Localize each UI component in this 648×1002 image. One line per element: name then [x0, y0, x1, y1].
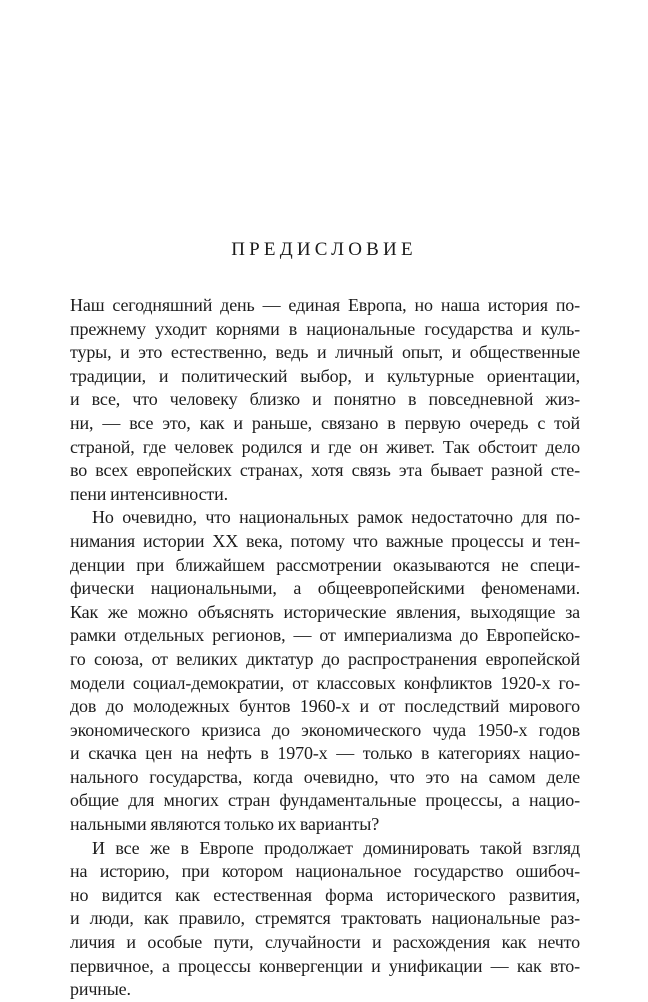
text-line: нимания истории XX века, потому что важные процессы и тен-: [70, 530, 580, 551]
text-line: модели социал-демократии, от классовых конфликтов 1920-х го-: [70, 672, 580, 693]
text-line: туры, и это естественно, ведь и личный опыт, и общественные: [70, 342, 580, 363]
text-line: рамки отдельных регионов, — от империализма до Европейско-: [70, 625, 580, 646]
text-line: на историю, при котором национальное государство ошибоч-: [70, 861, 580, 882]
text-line: фически национальными, а общеевропейскими феноменами.: [70, 578, 580, 599]
text-line: денции при ближайшем рассмотрении оказываются не специ-: [70, 554, 580, 575]
text-line: личия и особые пути, случайности и расхождения как нечто: [70, 932, 580, 953]
text-line: нального государства, когда очевидно, что это на самом деле: [70, 766, 580, 787]
text-line: и скачка цен на нефть в 1970-х — только в категориях нацио-: [70, 743, 580, 764]
text-line: нальными являются только их варианты?: [70, 814, 380, 835]
text-line: во всех европейских странах, хотя связь эта бывает разной сте-: [70, 460, 580, 481]
text-line: первичное, а процессы конвергенции и унификации — как вто-: [70, 955, 580, 976]
text-line: дов до молодежных бунтов 1960-х и от последствий мирового: [70, 696, 580, 717]
text-line: го союза, от великих диктатур до распространения европейской: [70, 648, 580, 669]
text-line: и люди, как правило, стремятся трактовать национальные раз-: [70, 908, 580, 929]
text-line: но видится как естественная форма исторического развития,: [70, 884, 580, 905]
text-line: Наш сегодняшний день — единая Европа, но наша история по-: [70, 295, 580, 315]
text-line: Как же можно объяснять исторические явления, выходящие за: [70, 601, 580, 622]
text-line: ни, — все это, как и раньше, связано в первую очередь с той: [70, 412, 580, 433]
text-line: общие для многих стран фундаментальные процессы, а нацио-: [70, 790, 580, 811]
text-line: ричные.: [70, 979, 131, 1000]
text-line: Но очевидно, что национальных рамок недостаточно для по-: [92, 507, 580, 528]
text-line: экономического кризиса до экономического чуда 1950-х годов: [70, 719, 580, 740]
body-text: [70, 294, 580, 1002]
text-line: страной, где человек родился и где он живет. Так обстоит дело: [70, 436, 580, 457]
text-line: и все, что человеку близко и понятно в повседневной жиз-: [70, 389, 580, 410]
text-line: традиции, и политический выбор, и культурные ориентации,: [70, 365, 580, 386]
text-line: пени интенсивности.: [70, 483, 228, 504]
text-line: И все же в Европе продолжает доминировать такой взгляд: [92, 837, 580, 858]
chapter-heading: ПРЕДИСЛОВИЕ: [231, 239, 417, 260]
text-line: прежнему уходит корнями в национальные государства и куль-: [70, 318, 580, 339]
